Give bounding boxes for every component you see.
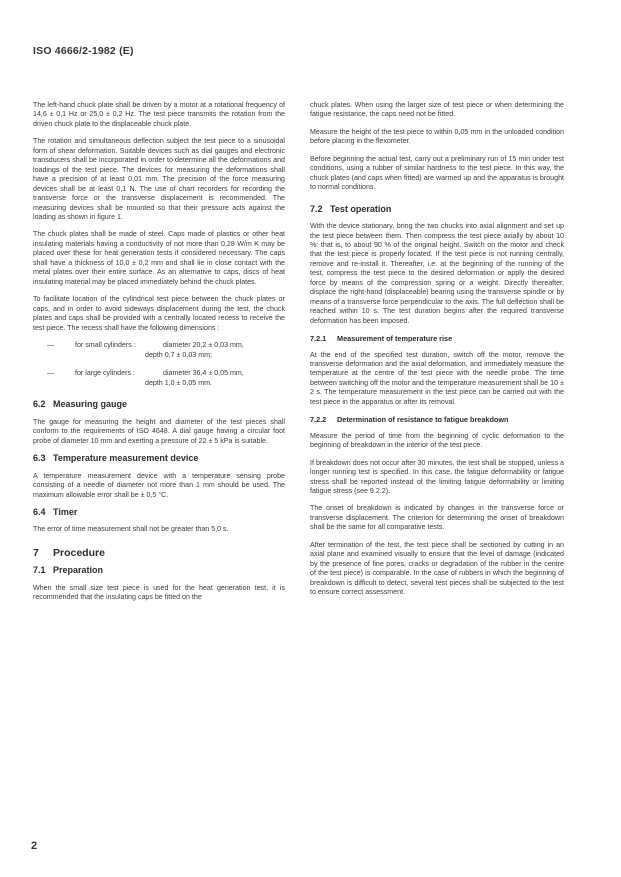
list-dash: — [47, 369, 55, 378]
paragraph: After termination of the test, the test piece shall be sectioned by cutting in an axial plane and examined visually to ensure that the level of damage (indicated by the presence of fine pores, cracks or degradation of the rubber in the centre of the test piece) is comparable. In the case of rubbers in which the beginning of breakdown is difficult to detect, several test pieces shall be subjected to the test to ensure correct assessment. [310, 540, 564, 597]
page-number: 2 [31, 840, 38, 852]
paragraph: The rotation and simultaneous deflection subject the test piece to a sinusoidal form of shear deformation. Suitable devices such as dial gauges and electronic transducers shall be incorporated in order to determine all the deformations and loadings of the test piece. The devices for measuring the deformations shall have a precision of at least 0,01 mm. The precision of the force measuring devices shall be at least 0,1 N. The use of chart recorders for recording the transverse force or the transverse displacement is recommended. The measuring devices shall be mounted so that their pressure acts against the loading as shown in figure 1. [33, 137, 285, 221]
large-cylinder-diameter: diameter 36,4 ± 0,05 mm, [163, 369, 244, 378]
paragraph: A temperature measurement device with a temperature sensing probe consisting of a needle of diameter not more than 1 mm should be used. The maximum allowable error shall be ± 0,5 °C. [33, 471, 285, 499]
paragraph: The error of time measurement shall not be greater than 5,0 s. [33, 525, 229, 534]
paragraph: Measure the period of time from the beginning of cyclic deformation to the beginning of breakdown in the interior of the test piece. [310, 431, 564, 450]
small-cylinder-diameter: diameter 20,2 ± 0,03 mm, [163, 340, 244, 349]
large-cylinder-depth: depth 1,0 ± 0,05 mm. [145, 378, 212, 387]
paragraph: The gauge for measuring the height and diameter of the test pieces shall conform to the requirements of ISO 4648. A dial gauge having a circular foot probe of diameter 10 mm and exerting a pressure of 22 ± 5 kPa is suitable. [33, 417, 285, 445]
paragraph: When the small size test piece is used for the heat generation test, it is recommended that the insulating caps be fitted on the [33, 583, 285, 602]
paragraph: chuck plates. When using the larger size of test piece or when determining the fatigue resistance, the caps need not be fitted. [310, 101, 564, 119]
section-heading-7-2: 7.2 Test operation [310, 203, 392, 214]
paragraph: The onset of breakdown is indicated by changes in the transverse force or transverse displacement. The criterion for determining the onset of breakdown shall be the same for all comparative tests. [310, 504, 564, 532]
paragraph: If breakdown does not occur after 30 minutes, the test shall be stopped, unless a longer running test is specified. In this case, the fatigue deformability or fatigue stress shall be reported instead of the limiting fatigue deformability or limiting fatigue stress (see 9.2.2). [310, 458, 564, 495]
paragraph: Before beginning the actual test, carry out a preliminary run of 15 min under test conditions, using a rubber of similar hardness to the test piece. In this way, the chuck plates (and caps when fitted) are warmed up and the apparatus is brought to normal conditions. [310, 154, 564, 192]
paragraph: To facilitate location of the cylindrical test piece between the chuck plates or caps, and in order to avoid sideways displacement during the test, the chuck plates and caps shall be provided with a centrally located recess to receive the test piece. The recess shall have the following dimensions : [33, 295, 285, 332]
large-cylinder-label: for large cylinders : [75, 369, 135, 378]
paragraph: With the device stationary, bring the two chucks into axial alignment and set up the test piece between them. Then compress the test piece axially by about 10 %: that is, to about 90 % of the original height. Switch on the motor and check that the test piece is properly located. If the test piece is not running centrally, remove and re-install it. Thereafter, i.e. at the beginning of the running of the test, compress the test piece to the desired deformation or apply the desired force by means of the compression spring or a weight. Directly thereafter, displace the right-hand (displaceable) bearing using the transverse spindle or by means of a transverse force perpendicular to the axis. The full deflection shall be reached within 10 s. The test duration begins after the required transverse deformation has been imposed. [310, 222, 564, 325]
list-dash: — [47, 340, 55, 349]
section-heading-7-2-1: 7.2.1 Measurement of temperature rise [310, 334, 453, 344]
section-heading-6-3: 6.3 Temperature measurement device [33, 453, 199, 464]
small-cylinder-label: for small cylinders : [75, 340, 136, 349]
right-column [310, 101, 564, 605]
section-heading-7-1: 7.1 Preparation [33, 565, 104, 576]
section-heading-7: 7 Procedure [33, 546, 105, 559]
section-heading-7-2-2: 7.2.2 Determination of resistance to fatigue breakdown [310, 415, 509, 425]
recess-dimensions [33, 341, 285, 388]
section-heading-6-4: 6.4 Timer [33, 506, 78, 517]
paragraph: The chuck plates shall be made of steel. Caps made of plastics or other heat insulating materials having a conductivity of not more than 0,28 W/m K may be placed over these for heat generation tests if considered necessary. The caps shall have a thickness of 10,0 ± 0,2 mm and shall lie in close contact with the metal plates over their entire surface. As an alternative to caps, discs of heat insulating material may be placed immediately behind the chuck plates. [33, 230, 285, 286]
small-cylinder-depth: depth 0,7 ± 0,03 mm; [145, 350, 212, 359]
paragraph: Measure the height of the test piece to within 0,05 mm in the unloaded condition before placing in the flexometer. [310, 127, 564, 146]
left-column [33, 101, 285, 611]
paragraph: At the end of the specified test duration, switch off the motor, remove the transverse deformation and the axial deformation, and immediately measure the temperature at the centre of the test piece with the needle probe. The time between switching off the motor and the temperature measurement shall be 10 ± 2 s. The temperature measurement in the test piece can be carried out with the test piece in the apparatus or after its removal. [310, 350, 564, 406]
document-header: ISO 4666/2-1982 (E) [33, 45, 134, 57]
section-heading-6-2: 6.2 Measuring gauge [33, 399, 128, 410]
paragraph: The left-hand chuck plate shall be driven by a motor at a rotational frequency of 14,6 ± 0,1 Hz or 25,0 ± 0,2 Hz. The test piece transmits the rotation from the driven chuck plate to the displaceable chuck plate. [33, 101, 285, 128]
